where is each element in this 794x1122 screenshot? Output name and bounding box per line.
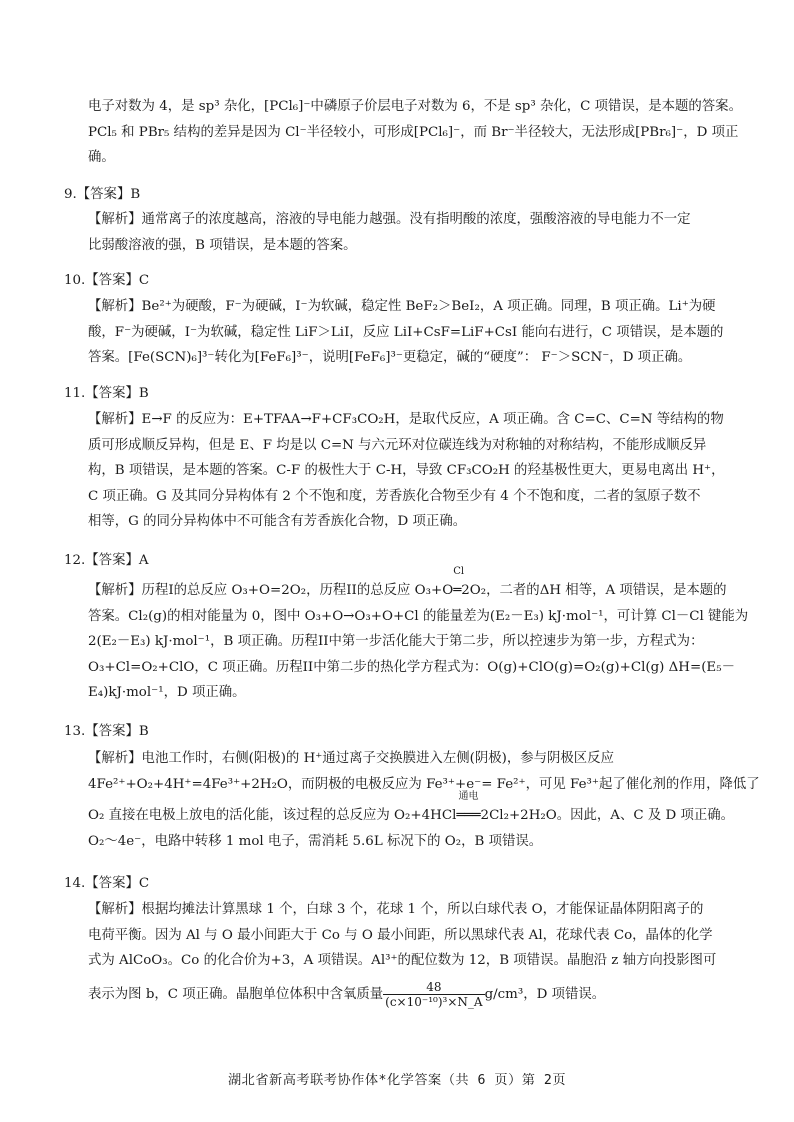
text-line: 2(E₂－E₃) kJ·mol⁻¹，B 项正确。历程II中第一步活化能大于第二步，所以控速步为第一步，方程式为：: [88, 634, 704, 649]
text-line: 【解析】通常离子的浓度越高，溶液的导电能力越强。没有指明酸的浓度，强酸溶液的导电能力不一定: [88, 212, 691, 227]
over-label: Cl: [453, 566, 465, 577]
text-line: 答案。Cl₂(g)的相对能量为 0，图中 O₃+O→O₃+O+Cl 的能量差为(E₂－E₃) kJ·mol⁻¹，可计算 Cl－Cl 键能为: [88, 608, 749, 624]
continued-paragraph: [88, 94, 742, 171]
text-line: 相等，G 的同分异构体中不可能含有芳香族化合物，D 项正确。: [88, 514, 467, 529]
text-line: O₃+Cl=O₂+ClO，C 项正确。历程II中第二步的热化学方程式为：O(g)+ClO(g)=O₂(g)+Cl(g) ΔH=(E₅－: [88, 659, 735, 675]
text-line: 【解析】根据均摊法计算黑球 1 个，白球 3 个，花球 1 个，所以白球代表 O，才能保证晶体阴阳离子的: [88, 902, 704, 917]
q11-answer: 11.【答案】B: [64, 386, 149, 401]
q10-explanation: [88, 294, 724, 371]
text-line: 表示为图 b，C 项正确。晶胞单位体积中含氧质量 $\frac{48}{\text{(c×10⁻¹⁰)³×N\_A}}$ g/cm³，D 项错误。: [88, 979, 606, 1009]
q12-explanation: [88, 566, 749, 706]
text-line: 【解析】Be²⁺为硬酸，F⁻为硬碱，I⁻为软碱，稳定性 BeF₂＞BeI₂，A 项正确。同理，B 项正确。Li⁺为硬: [88, 299, 716, 314]
q13-explanation: [88, 746, 760, 854]
text-line: 答案。[Fe(SCN)₆]³⁻转化为[FeF₆]³⁻，说明[FeF₆]³⁻更稳定，碱的“硬度”： F⁻＞SCN⁻，D 项正确。: [88, 350, 692, 365]
text-line: O₂～4e⁻，电路中转移 1 mol 电子，需消耗 5.6L 标况下的 O₂，B 项错误。: [88, 833, 543, 849]
q9-explanation: [88, 207, 716, 258]
text-line: C 项正确。G 及其同分异构体有 2 个不饱和度，芳香族化合物至少有 4 个不饱和度，二者的氢原子数不: [88, 488, 701, 504]
text-line: O₂ 直接在电极上放电的活化能，该过程的总反应为 O₂+4HCl 通电 ═══2Cl₂+2H₂O。因此，A、C 及 D 项正确。: [88, 791, 735, 823]
text-line: 确。: [88, 150, 115, 165]
text-line: 质可形成顺反异构，但是 E、F 均是以 C=N 与六元环对位碳连线为对称轴的对称结构，不能形成顺反异: [88, 437, 707, 453]
over-label: 通电: [458, 791, 479, 802]
text-line: 4Fe²⁺+O₂+4H⁺=4Fe³⁺+2H₂O，而阴极的电极反应为 Fe³⁺+e⁻= Fe²⁺，可见 Fe³⁺起了催化剂的作用，降低了: [88, 776, 760, 792]
text-line: 式为 AlCoO₃。Co 的化合价为+3，A 项错误。Al³⁺的配位数为 12，B 项错误。晶胞沿 z 轴方向投影图可: [88, 953, 717, 968]
q13-answer: 13.【答案】B: [64, 724, 149, 739]
text-line: 电荷平衡。因为 Al 与 O 最小间距大于 Co 与 O 最小间距，所以黑球代表 Al，花球代表 Co，晶体的化学: [88, 927, 713, 943]
text-line: 比弱酸溶液的强，B 项错误，是本题的答案。: [88, 237, 357, 253]
text-line: PCl₅ 和 PBr₅ 结构的差异是因为 Cl⁻半径较小，可形成[PCl₆]⁻，而 Br⁻半径较大，无法形成[PBr₆]⁻，D 项正: [88, 124, 739, 140]
text-line: 酸，F⁻为硬碱，I⁻为软碱，稳定性 LiF＞LiI，反应 LiI+CsF=LiF+CsI 能向右进行，C 项错误，是本题的: [88, 324, 724, 340]
q14-explanation: [88, 897, 716, 1009]
q14-answer: 14.【答案】C: [64, 876, 150, 891]
density-fraction: $\frac{48}{\text{(c×10⁻¹⁰)³×N\_A}}$: [385, 979, 483, 1009]
q12-answer: 12.【答案】A: [64, 553, 149, 568]
text-line: 【解析】E→F 的反应为：E+TFAA→F+CF₃CO₂H，是取代反应，A 项正确。含 C=C、C=N 等结构的物: [88, 412, 724, 427]
q11-explanation: [88, 407, 725, 535]
text-line: E₄)kJ·mol⁻¹，D 项正确。: [88, 685, 246, 700]
q9-answer: 9.【答案】B: [64, 187, 141, 202]
text-line: 电子对数为 4，是 sp³ 杂化，[PCl₆]⁻中磷原子价层电子对数为 6，不是 sp³ 杂化，C 项错误，是本题的答案。: [88, 99, 742, 114]
text-line: 构，B 项错误，是本题的答案。C-F 的极性大于 C-H，导致 CF₃CO₂H 的羟基极性更大，更易电离出 H⁺，: [88, 463, 725, 478]
text-line: 【解析】历程I的总反应 O₃+O=2O₂，历程II的总反应 O₃+O Cl ═2O₂，二者的ΔH 相等，A 项错误，是本题的: [88, 566, 727, 598]
text-line: 【解析】电池工作时，右侧(阳极)的 H⁺通过离子交换膜进入左侧(阴极)，参与阴极区反应: [88, 751, 614, 766]
page-footer: 湖北省新高考联考协作体*化学答案（共 6 页）第 2页: [227, 1073, 567, 1088]
q10-answer: 10.【答案】C: [64, 273, 150, 288]
